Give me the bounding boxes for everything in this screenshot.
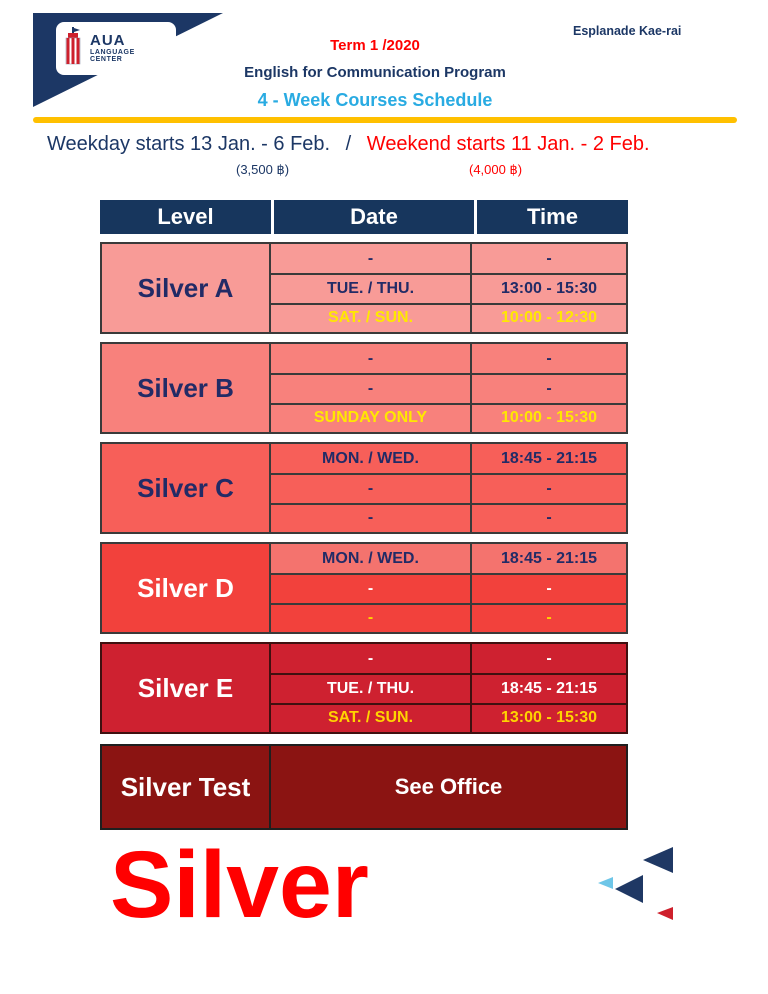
time-cell: 10:00 - 12:30: [472, 303, 626, 332]
date-cell: SAT. / SUN.: [271, 303, 472, 332]
weekend-price: (4,000 ฿): [469, 162, 523, 177]
branch-location-label: Esplanade Kae-rai: [573, 24, 682, 38]
date-cell: MON. / WED.: [271, 544, 472, 573]
date-cell: SAT. / SUN.: [271, 703, 472, 732]
date-cell: -: [271, 573, 472, 602]
weekday-start-text: Weekday starts 13 Jan. - 6 Feb.: [47, 133, 331, 155]
time-cell: 13:00 - 15:30: [472, 273, 626, 302]
schedule-table: [100, 200, 628, 830]
silver-b-block: [100, 342, 628, 434]
level-cell: Silver C: [102, 444, 271, 532]
time-cell: 18:45 - 21:15: [472, 673, 626, 702]
page-title: 4 - Week Courses Schedule: [257, 90, 493, 110]
triangles-logo: [595, 840, 680, 925]
navy-triangle-large-icon: [643, 847, 673, 873]
column-header-level: Level: [100, 200, 271, 234]
weekend-start-text: Weekend starts 11 Jan. - 2 Feb.: [366, 133, 650, 155]
weekday-price: (3,500 ฿): [236, 162, 290, 177]
column-header-date: Date: [274, 200, 474, 234]
time-cell: -: [472, 473, 626, 502]
time-cell: -: [472, 603, 626, 632]
date-cell: -: [271, 373, 472, 402]
column-header-time: Time: [477, 200, 628, 234]
start-dates-line: [47, 133, 650, 156]
term-label: Term 1 /2020: [330, 37, 420, 54]
silver-test-block: [100, 744, 628, 830]
divider-bar: [33, 117, 737, 123]
lightblue-triangle-icon: [598, 877, 613, 889]
time-cell: -: [546, 249, 552, 267]
time-cell: -: [472, 373, 626, 402]
silver-c-block: [100, 442, 628, 534]
red-triangle-icon: [657, 907, 673, 920]
date-cell: -: [271, 603, 472, 632]
time-cell: 13:00 - 15:30: [472, 703, 626, 732]
navy-triangle-medium-icon: [615, 875, 643, 903]
date-cell: -: [271, 503, 472, 532]
level-cell: Silver A: [102, 244, 271, 332]
time-cell: -: [546, 349, 552, 367]
date-cell: -: [271, 344, 472, 373]
date-cell: TUE. / THU.: [271, 273, 472, 302]
date-separator: /: [345, 133, 352, 155]
level-cell: Silver E: [102, 644, 271, 732]
date-cell: MON. / WED.: [271, 444, 472, 473]
time-cell: -: [472, 503, 626, 532]
level-cell: Silver B: [102, 344, 271, 432]
date-cell: -: [271, 644, 472, 673]
aua-logo-line1: LANGUAGE: [90, 49, 135, 57]
date-cell: TUE. / THU.: [271, 673, 472, 702]
date-cell: SUNDAY ONLY: [271, 403, 472, 432]
program-title: English for Communication Program: [244, 64, 506, 81]
see-office-cell: See Office: [394, 774, 503, 799]
aua-logo-org: AUA: [90, 32, 126, 50]
silver-watermark: Silver: [110, 832, 369, 938]
aua-logo-line2: CENTER: [90, 56, 123, 64]
table-header-row: [100, 200, 628, 234]
date-cell: -: [271, 473, 472, 502]
silver-e-block: [100, 642, 628, 734]
time-cell: 18:45 - 21:15: [500, 449, 598, 467]
date-cell: -: [271, 244, 472, 273]
time-cell: -: [472, 573, 626, 602]
silver-d-block: [100, 542, 628, 634]
time-cell: -: [546, 649, 552, 667]
level-cell: Silver D: [102, 544, 271, 632]
time-cell: 18:45 - 21:15: [472, 544, 626, 573]
silver-a-block: [100, 242, 628, 334]
level-cell: Silver Test: [102, 746, 271, 828]
time-cell: 10:00 - 15:30: [472, 403, 626, 432]
